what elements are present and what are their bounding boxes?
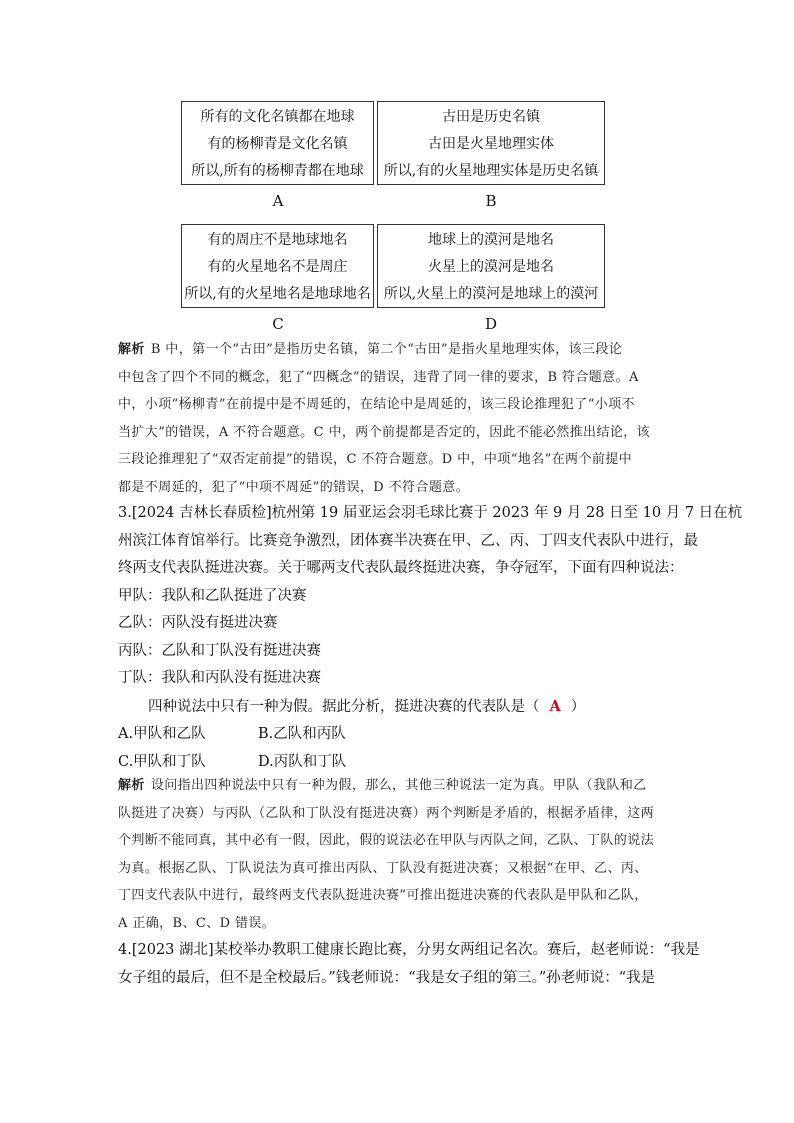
q4-line-1: 4.[2023 湖北]某校举办教职工健康长跑比赛，分男女两组记名次。赛后，赵老师说：“我是 (118, 942, 700, 958)
q3-line-2: 州滨江体育馆举行。比赛竞争激烈，团体赛半决赛在甲、乙、丙、丁四支代表队中进行，最 (118, 532, 698, 549)
caption-a: A (272, 192, 284, 210)
analysis-1-line-4: 当扩大”的错误，A 不符合题意。C 中，两个前提都是否定的，因此不能必然推出结论，该 (118, 424, 651, 440)
analysis-2-tag: 解析 (118, 778, 145, 793)
caption-d: D (484, 315, 498, 333)
analysis-2-line-4: 为真。根据乙队、丁队说法为真可推出丙队、丁队没有挺进决赛；又根据“在甲、乙、丙、 (118, 860, 648, 876)
analysis-2-line-2: 队挺进了决赛）与丙队（乙队和丁队没有挺进决赛）两个判断是矛盾的，根据矛盾律，这两 (118, 805, 655, 821)
option-box-d (377, 224, 605, 308)
analysis-2-line-5: 丁四支代表队中进行，最终两支代表队挺进决赛”可推出挺进决赛的代表队是甲队和乙队， (118, 888, 648, 903)
box-a-line-2: 有的杨柳青是文化名镇 (207, 136, 348, 152)
box-d-line-3: 所以,火星上的漠河是地球上的漠河 (383, 286, 599, 302)
q3-answer: A (549, 697, 561, 715)
analysis-1-line-5: 三段论推理犯了“双否定前提”的错误，C 不符合题意。D 中，中项“地名”在两个前提中 (118, 452, 633, 467)
q3-prompt-end: ） (570, 698, 586, 715)
q3-statement-4: 丁队：我队和丙队没有挺进决赛 (118, 670, 321, 686)
caption-b: B (485, 192, 497, 210)
box-a-line-3: 所以,所有的杨柳青都在地球 (191, 163, 364, 179)
q3-option-c: C.甲队和丁队 (118, 753, 206, 770)
q3-statement-3: 丙队：乙队和丁队没有挺进决赛 (118, 642, 321, 659)
caption-c: C (272, 315, 284, 333)
box-c-line-3: 所以,有的火星地名是地球地名 (184, 286, 371, 302)
q3-statement-1: 甲队：我队和乙队挺进了决赛 (118, 587, 307, 604)
analysis-1-tag: 解析 (118, 342, 145, 357)
analysis-1-line-6: 都是不周延的，犯了“中项不周延”的错误，D 不符合题意。 (118, 479, 470, 495)
analysis-1 (118, 336, 678, 501)
q3-option-d: D.丙队和丁队 (258, 753, 347, 770)
q3-prompt: 四种说法中只有一种为假。据此分析，挺进决赛的代表队是（ (148, 698, 540, 715)
q3-line-3: 终两支代表队挺进决赛。关于哪两支代表队最终挺进决赛，争夺冠军，下面有四种说法： (118, 560, 684, 576)
q4-line-2: 女子组的最后，但不是全校最后。”钱老师说：“我是女子组的第三。”孙老师说：“我是 (118, 969, 656, 986)
box-d-line-2: 火星上的漠河是地名 (428, 259, 554, 275)
box-d-line-1: 地球上的漠河是地名 (428, 232, 554, 248)
box-c-line-1: 有的周庄不是地球地名 (207, 232, 348, 248)
box-b-line-2: 古田是火星地理实体 (428, 136, 554, 152)
analysis-1-line-2: 中包含了四个不同的概念，犯了“四概念”的错误，违背了同一律的要求，B 符合题意。A (118, 369, 639, 385)
analysis-1-line-1: B 中，第一个“古田”是指历史名镇，第二个“古田”是指火星地理实体，该三段论 (150, 342, 623, 357)
question-4 (118, 937, 700, 992)
option-box-c (181, 224, 374, 308)
analysis-2-line-3: 个判断不能同真，其中必有一假，因此，假的说法必在甲队与丙队之间，乙队、丁队的说法 (118, 833, 655, 848)
analysis-2 (118, 772, 678, 937)
q3-option-b: B.乙队和丙队 (258, 726, 346, 742)
option-box-a (181, 101, 374, 185)
q3-option-a: A.甲队和乙队 (118, 726, 206, 742)
analysis-2-line-1: 设问指出四种说法中只有一种为假，那么，其他三种说法一定为真。甲队（我队和乙 (150, 778, 647, 793)
analysis-1-line-3: 中，小项“杨柳青”在前提中是不周延的，在结论中是周延的，该三段论推理犯了“小项不 (118, 397, 635, 412)
q3-statement-2: 乙队：丙队没有挺进决赛 (118, 615, 278, 631)
box-b-line-1: 古田是历史名镇 (442, 109, 540, 125)
box-b-line-3: 所以,有的火星地理实体是历史名镇 (383, 163, 599, 179)
question-3 (118, 500, 743, 776)
q3-line-1: 3.[2024 吉林长春质检]杭州第 19 届亚运会羽毛球比赛于 2023 年 9 月 28 日至 10 月 7 日在杭 (118, 505, 743, 521)
analysis-2-line-6: A 正确，B、C、D 错误。 (118, 915, 276, 931)
box-a-line-1: 所有的文化名镇都在地球 (200, 109, 355, 125)
option-box-b (377, 101, 605, 185)
box-c-line-2: 有的火星地名不是周庄 (207, 259, 348, 275)
